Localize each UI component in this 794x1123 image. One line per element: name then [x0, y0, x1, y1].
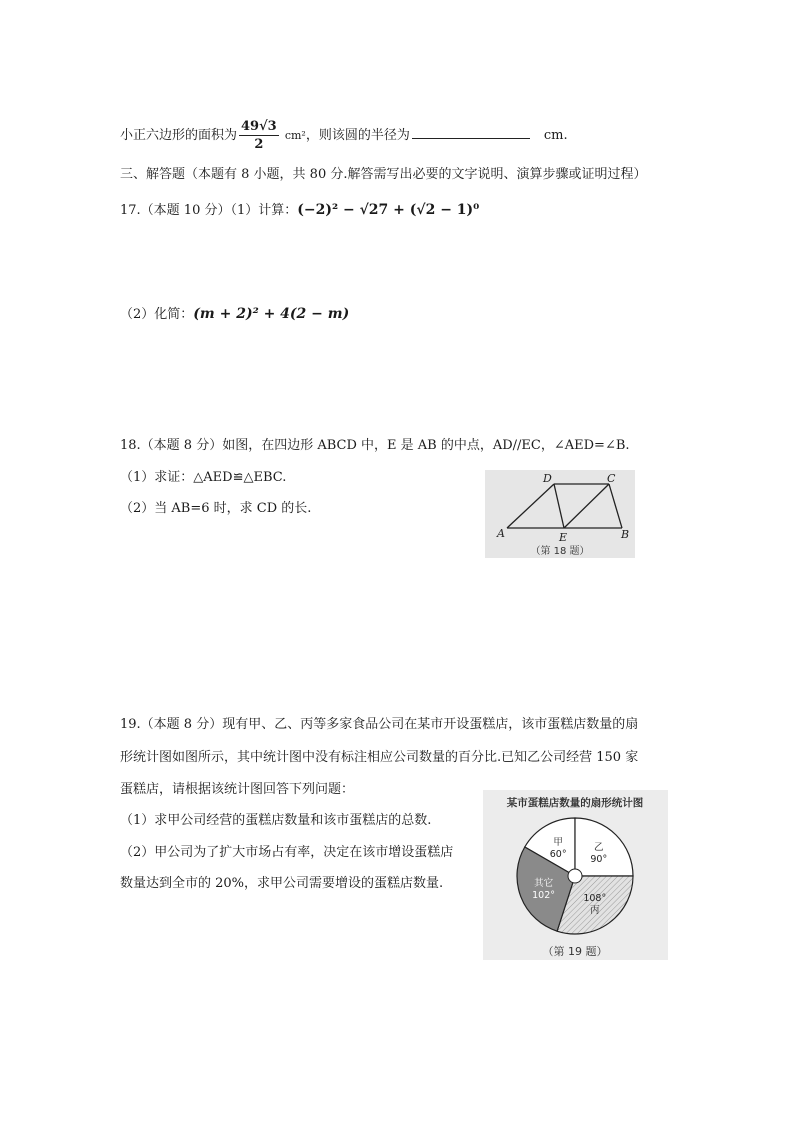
q17-label: 17.（本题 10 分）（1）计算： — [120, 203, 298, 218]
pie-label-1-0: 乙 — [594, 842, 604, 854]
q19-line3: 蛋糕店，请根据该统计图回答下列问题： — [120, 782, 355, 797]
q17-expression-1: (−2)² − √27 + (√2 − 1)⁰ — [297, 202, 480, 218]
q17-expression-2: (m + 2)² + 4(2 − m) — [193, 306, 350, 322]
q19-part1: （1）求甲公司经营的蛋糕店数量和该市蛋糕店的总数. — [120, 813, 432, 828]
label-C: C — [607, 472, 616, 485]
q18-figure — [485, 470, 635, 558]
area-fraction — [239, 118, 279, 153]
q16-prefix: 小正六边形的面积为 — [120, 128, 238, 143]
pie-label-1-1: 90° — [590, 854, 608, 866]
pie-label-3-1: 102° — [532, 890, 556, 902]
q17-part2-line — [120, 305, 349, 324]
q17-line — [120, 201, 479, 220]
q18-part2: （2）当 AB=6 时，求 CD 的长. — [120, 501, 312, 516]
pie-label-0-1: 60° — [549, 848, 567, 860]
q19-line1: 19.（本题 8 分）现有甲、乙、丙等多家食品公司在某市开设蛋糕店，该市蛋糕店数量的扇 — [120, 717, 639, 732]
label-B: B — [621, 528, 630, 541]
q16-tail-line — [120, 118, 568, 153]
pie-center-circle — [568, 869, 582, 883]
answer-blank[interactable] — [412, 126, 530, 139]
fraction-denominator: 2 — [254, 137, 264, 152]
pie-label-2-0: 108° — [583, 893, 607, 905]
fraction-numerator: 49√3 — [241, 119, 277, 134]
label-E: E — [559, 531, 568, 544]
area-unit: cm² — [284, 129, 306, 142]
pie-label-3-0: 其它 — [534, 878, 554, 890]
q19-pie-figure — [483, 790, 668, 960]
figure-caption-19: （第 19 题） — [542, 945, 608, 958]
q19-part2b: 数量达到全市的 20%，求甲公司需要增设的蛋糕店数量. — [120, 876, 444, 891]
q18-part1: （1）求证：△AED≌△EBC. — [120, 470, 287, 485]
q19-line2: 形统计图如图所示，其中统计图中没有标注相应公司数量的百分比.已知乙公司经营 150 家 — [120, 750, 639, 765]
pie-title: 某市蛋糕店数量的扇形统计图 — [506, 797, 644, 809]
pie-label-2-1: 丙 — [590, 905, 600, 917]
section-heading: 三、解答题（本题有 8 小题，共 80 分.解答需写出必要的文字说明、演算步骤或证明过程） — [120, 167, 647, 182]
pie-label-0-0: 甲 — [553, 836, 563, 848]
q19-part2a: （2）甲公司为了扩大市场占有率，决定在该市增设蛋糕店 — [120, 845, 454, 860]
radius-unit: cm. — [543, 128, 568, 143]
q17-part2-label: （2）化简： — [120, 307, 194, 322]
figure-caption-18: （第 18 题） — [530, 546, 590, 557]
q16-mid: ，则该圆的半径为 — [305, 128, 410, 143]
label-A: A — [497, 527, 505, 540]
label-D: D — [543, 472, 552, 485]
q18-stem: 18.（本题 8 分）如图，在四边形 ABCD 中，E 是 AB 的中点，AD//EC，∠AED=∠B. — [120, 438, 630, 453]
